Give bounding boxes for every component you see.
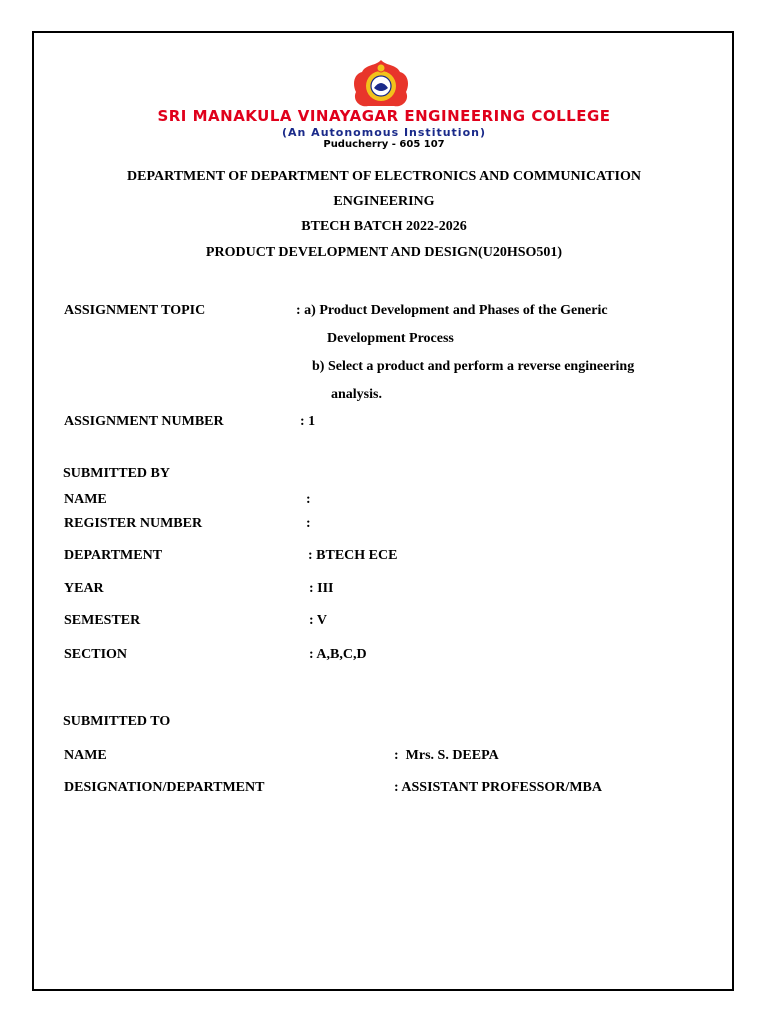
- year-label: YEAR: [64, 581, 104, 596]
- submitted-by-name-label: NAME: [64, 492, 107, 507]
- assignment-topic-b-line1: b) Select a product and perform a reverse engineering: [312, 359, 635, 374]
- semester-value: : V: [309, 613, 328, 628]
- submitted-by-heading: SUBMITTED BY: [63, 466, 170, 481]
- register-number-label: REGISTER NUMBER: [64, 516, 203, 531]
- register-number-value: :: [306, 516, 311, 531]
- year-value: : III: [309, 581, 334, 596]
- assignment-topic-label: ASSIGNMENT TOPIC: [64, 303, 206, 318]
- college-tagline: (An Autonomous Institution): [281, 126, 486, 139]
- assignment-topic-a-line2: Development Process: [327, 331, 454, 346]
- designation-label: DESIGNATION/DEPARTMENT: [64, 780, 265, 795]
- college-location: Puducherry - 605 107: [323, 139, 445, 150]
- submitted-to-heading: SUBMITTED TO: [63, 714, 171, 729]
- submitted-to-name-value: : Mrs. S. DEEPA: [394, 748, 499, 763]
- section-value: : A,B,C,D: [309, 647, 367, 662]
- assignment-number-label: ASSIGNMENT NUMBER: [64, 414, 224, 429]
- department-value: : BTECH ECE: [308, 548, 398, 563]
- designation-value: : ASSISTANT PROFESSOR/MBA: [394, 780, 602, 795]
- semester-label: SEMESTER: [64, 613, 141, 628]
- batch-line: BTECH BATCH 2022-2026: [301, 219, 467, 234]
- course-title: PRODUCT DEVELOPMENT AND DESIGN(U20HSO501): [205, 245, 563, 260]
- department-label: DEPARTMENT: [64, 548, 163, 563]
- college-logo-emblem: [350, 58, 412, 110]
- assignment-number-value: : 1: [300, 414, 316, 429]
- assignment-topic-a-line1: : a) Product Development and Phases of the Generic: [296, 303, 608, 318]
- department-line-1: DEPARTMENT OF DEPARTMENT OF ELECTRONICS AND COMMUNICATION: [127, 169, 641, 184]
- submitted-by-name-value: :: [306, 492, 311, 507]
- department-line-2: ENGINEERING: [333, 194, 435, 209]
- section-label: SECTION: [64, 647, 128, 662]
- college-name: SRI MANAKULA VINAYAGAR ENGINEERING COLLEGE: [157, 107, 611, 125]
- submitted-to-name-label: NAME: [64, 748, 107, 763]
- assignment-topic-b-line2: analysis.: [331, 387, 382, 402]
